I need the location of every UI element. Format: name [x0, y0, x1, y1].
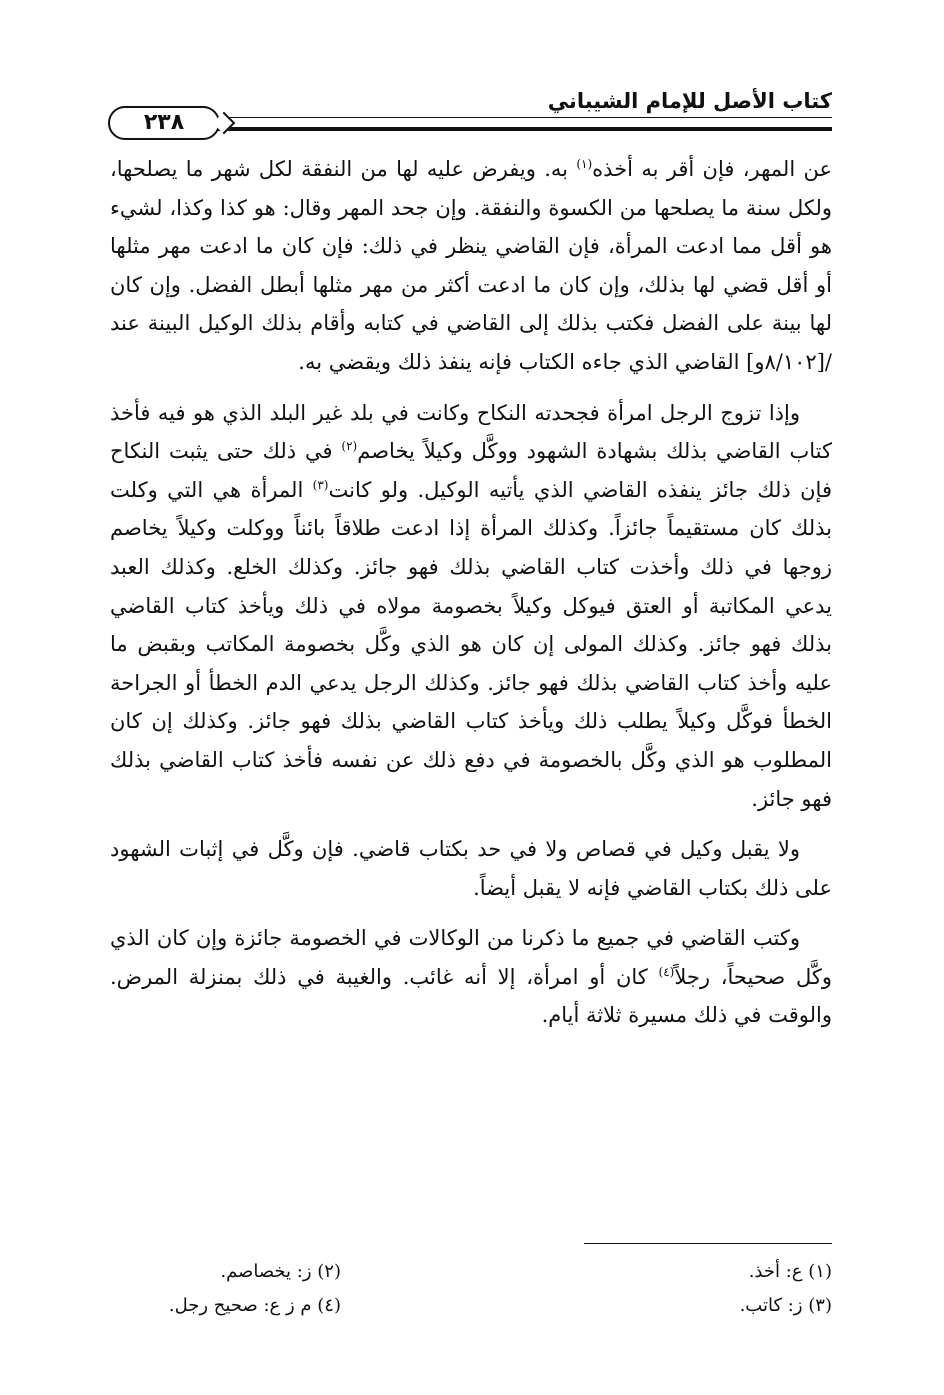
- footnote-3: [471, 1289, 832, 1323]
- footnote-number: (٣): [808, 1295, 832, 1316]
- page-number: ٢٣٨: [143, 110, 185, 135]
- footnote-number: (٢): [317, 1261, 341, 1282]
- paragraph-2: [110, 394, 832, 819]
- footnote-text: م ز ع: صحيح رجل.: [168, 1295, 312, 1316]
- running-title: كتاب الأصل للإمام الشيباني: [547, 89, 832, 113]
- footnote-text: ز: يخصاصم.: [220, 1261, 312, 1282]
- footnote-separator: [584, 1243, 832, 1244]
- footnote-number: (٤): [317, 1295, 341, 1316]
- page-number-badge: [108, 106, 220, 140]
- paragraph-4-text-a: وكتب القاضي في جميع ما ذكرنا من الوكالات في الخصومة جائزة وإن كان الذي وكَّل صحيحاً، رجلاً: [110, 926, 832, 989]
- paragraph-1-text-b: به. ويفرض عليه لها من النفقة لكل شهر ما يصلحها، ولكل سنة ما يصلحها من الكسوة والنفقة. وإن جحد المهر وقال: هو كذا وكذا، لشيء هو أقل مما ادعت المرأة، فإن القاضي ينظر في ذلك: فإن كان ما ادعت مهر مثلها أو أقل قضي لها بذلك، وإن كان ما ادعت أكثر من مهر مثلها أبطل الفضل. وإن كان لها بينة على الفضل فكتب بذلك إلى القاضي في كتابه وأقام بذلك الوكيل البينة عند /[٨/١٠٢و] القاضي الذي جاءه الكتاب فإنه ينفذ ذلك ويقضي به.: [110, 157, 832, 374]
- footnotes: [110, 1255, 832, 1323]
- footnote-2: [110, 1255, 471, 1289]
- footnote-text: ع: أخذ.: [748, 1261, 803, 1282]
- footnote-text: ز: كاتب.: [739, 1295, 803, 1316]
- footnote-ref-1[interactable]: (١): [576, 157, 593, 171]
- footnote-1: [471, 1255, 832, 1289]
- paragraph-1: [110, 150, 832, 382]
- paragraph-1-text-a: عن المهر، فإن أقر به أخذه: [592, 157, 833, 181]
- footnote-number: (١): [808, 1261, 832, 1282]
- footnote-row: [110, 1255, 832, 1289]
- paragraph-4-text-b: كان أو امرأة، إلا أنه غائب. والغيبة في ذلك بمنزلة المرض. والوقت في ذلك مسيرة ثلاثة أيام.: [110, 964, 832, 1028]
- footnote-ref-3[interactable]: (٣): [312, 477, 329, 492]
- main-text: [110, 150, 832, 1047]
- footnote-ref-4[interactable]: (٤): [658, 964, 675, 979]
- paragraph-2-text-a: وإذا تزوج الرجل امرأة فجحدته النكاح وكانت في بلد غير البلد الذي هو فيه فأخذ كتاب القاضي بذلك بشهادة الشهود ووكَّل وكيلاً يخاصم: [110, 400, 833, 464]
- paragraph-4: [110, 919, 832, 1035]
- footnote-ref-2[interactable]: (٢): [341, 439, 358, 454]
- paragraph-2-text-c: المرأة هي التي وكلت بذلك كان مستقيماً جائزاً. وكذلك المرأة إذا ادعت طلاقاً بائناً ووكلت وكيلاً يخاصم زوجها في ذلك وأخذت كتاب القاضي بذلك فهو جائز. وكذلك الخلع. وكذلك العبد يدعي المكاتبة أو العتق فيوكل وكيلاً بخصومة مولاه في ذلك ويأخذ كتاب القاضي بذلك فهو جائز. وكذلك المولى إن كان هو الذي وكَّل بخصومة المكاتب وبقبض ما عليه وأخذ كتاب القاضي بذلك فهو جائز. وكذلك الرجل يدعي الدم الخطأ أو الجراحة الخطأ فوكَّل وكيلاً يطلب ذلك ويأخذ كتاب القاضي بذلك فهو جائز. وكذلك إن كان المطلوب هو الذي وكَّل بالخصومة في دفع ذلك عن نفسه فأخذ كتاب القاضي بذلك فهو جائز.: [110, 477, 832, 811]
- footnote-4: [110, 1289, 471, 1323]
- paragraph-3: ولا يقبل وكيل في قصاص ولا في حد بكتاب قاضي. فإن وكَّل في إثبات الشهود على ذلك بكتاب القاضي فإنه لا يقبل أيضاً.: [110, 837, 832, 900]
- footnote-row: [110, 1289, 832, 1323]
- paragraph-2-text-b: في ذلك حتى يثبت النكاح فإن ذلك جائز ينفذه القاضي الذي يأتيه الوكيل. ولو كانت: [110, 439, 832, 502]
